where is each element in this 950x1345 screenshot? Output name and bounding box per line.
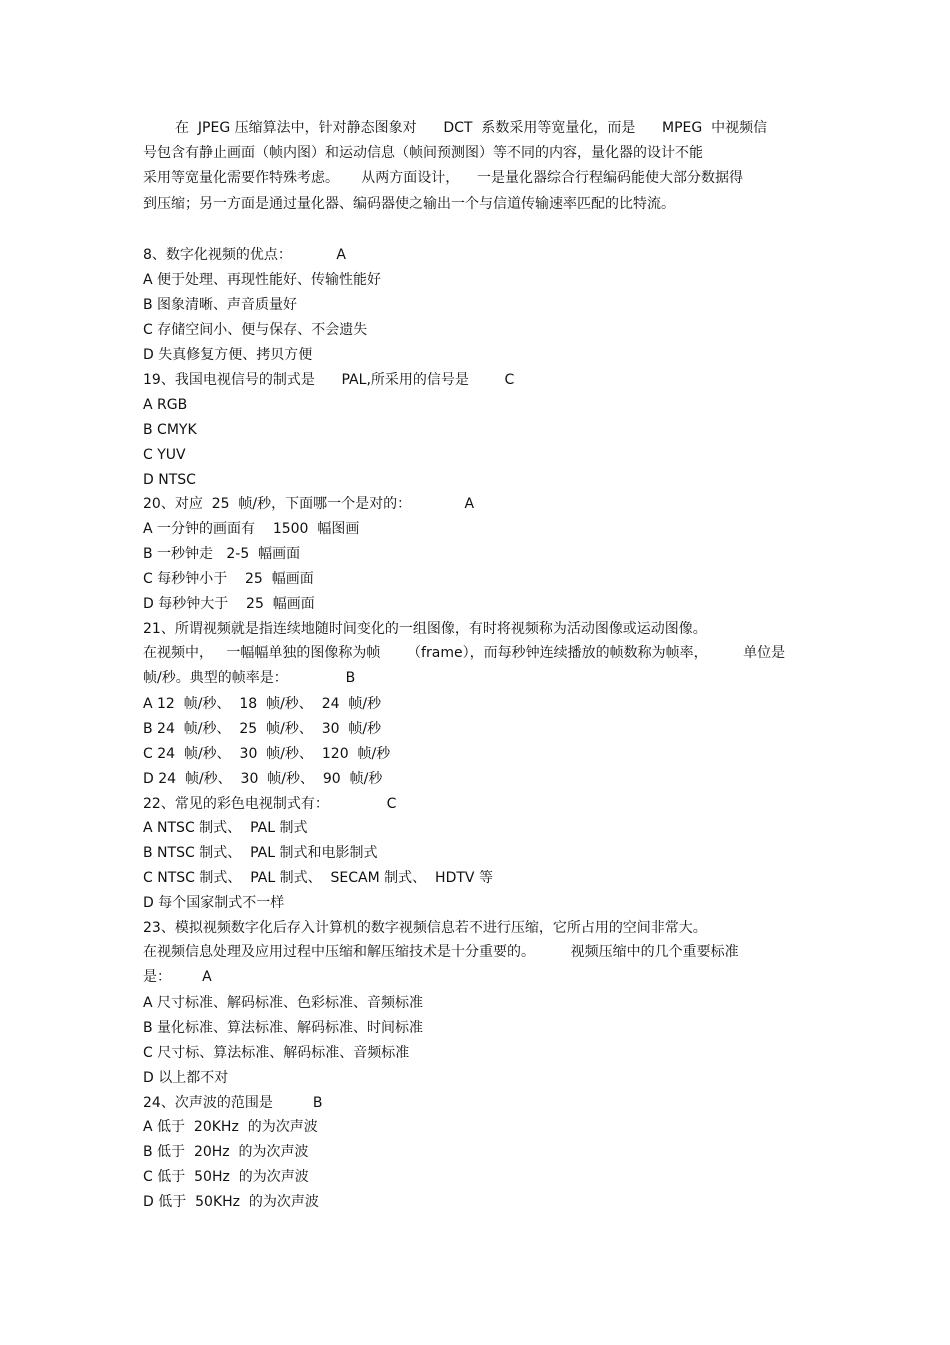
- question-21: 21、所谓视频就是指连续地随时间变化的一组图像，有时将视频称为活动图像或运动图像。: [143, 621, 707, 637]
- option-line: A NTSC 制式、 PAL 制式: [143, 820, 308, 836]
- option-line: B CMYK: [143, 422, 197, 438]
- option-line: D 以上都不对: [143, 1070, 229, 1086]
- option-line: A 尺寸标准、解码标准、色彩标准、音频标准: [143, 995, 424, 1011]
- option-line: B 低于 20Hz 的为次声波: [143, 1144, 309, 1160]
- option-line: C NTSC 制式、 PAL 制式、 SECAM 制式、 HDTV 等: [143, 870, 493, 886]
- option-line: B 量化标准、算法标准、解码标准、时间标准: [143, 1020, 424, 1036]
- option-line: A RGB: [143, 397, 188, 413]
- option-line: A 一分钟的画面有 1500 幅图画: [143, 521, 360, 537]
- option-line: C 24 帧/秒、 30 帧/秒、 120 帧/秒: [143, 746, 391, 762]
- option-line: D 每个国家制式不一样: [143, 895, 285, 911]
- option-line: C 低于 50Hz 的为次声波: [143, 1169, 309, 1185]
- question-23: 23、模拟视频数字化后存入计算机的数字视频信息若不进行压缩，它所占用的空间非常大。: [143, 920, 707, 936]
- option-line: D 24 帧/秒、 30 帧/秒、 90 帧/秒: [143, 771, 383, 787]
- question-20: 20、对应 25 帧/秒，下面哪一个是对的： A: [143, 496, 475, 512]
- option-line: B 图象清晰、声音质量好: [143, 297, 298, 313]
- option-line: C 尺寸标、算法标准、解码标准、音频标准: [143, 1045, 410, 1061]
- intro-line-3: 采用等宽量化需要作特殊考虑。 从两方面设计， 一是量化器综合行程编码能使大部分数据得: [143, 170, 744, 186]
- intro-line-2: 号包含有静止画面（帧内图）和运动信息（帧间预测图）等不同的内容，量化器的设计不能: [143, 145, 703, 161]
- question-23-cont: 在视频信息处理及应用过程中压缩和解压缩技术是十分重要的。 视频压缩中的几个重要标准: [143, 944, 739, 960]
- intro-line-1: 在 JPEG 压缩算法中，针对静态图象对 DCT 系数采用等宽量化，而是 MPEG 中视频信: [175, 120, 768, 136]
- question-19: 19、我国电视信号的制式是 PAL,所采用的信号是 C: [143, 372, 515, 388]
- option-line: D 低于 50KHz 的为次声波: [143, 1194, 319, 1210]
- question-22: 22、常见的彩色电视制式有： C: [143, 796, 397, 812]
- option-line: A 12 帧/秒、 18 帧/秒、 24 帧/秒: [143, 696, 382, 712]
- question-21-cont: 在视频中， 一幅幅单独的图像称为帧 （frame），而每秒钟连续播放的帧数称为帧率， 单位是: [143, 645, 786, 661]
- option-line: B 24 帧/秒、 25 帧/秒、 30 帧/秒: [143, 721, 382, 737]
- option-line: C 每秒钟小于 25 幅画面: [143, 571, 314, 587]
- question-8: 8、数字化视频的优点： A: [143, 247, 346, 263]
- option-line: B NTSC 制式、 PAL 制式和电影制式: [143, 845, 378, 861]
- option-line: D 失真修复方便、拷贝方便: [143, 347, 313, 363]
- option-line: B 一秒钟走 2-5 幅画面: [143, 546, 301, 562]
- question-24: 24、次声波的范围是 B: [143, 1095, 323, 1111]
- question-23-cont: 是： A: [143, 969, 212, 985]
- option-line: D NTSC: [143, 472, 196, 488]
- option-line: A 便于处理、再现性能好、传输性能好: [143, 272, 382, 288]
- option-line: C YUV: [143, 447, 186, 463]
- question-21-cont: 帧/秒。典型的帧率是： B: [143, 670, 356, 686]
- intro-line-4: 到压缩；另一方面是通过量化器、编码器使之输出一个与信道传输速率匹配的比特流。: [143, 196, 675, 212]
- option-line: D 每秒钟大于 25 幅画面: [143, 596, 315, 612]
- option-line: C 存储空间小、便与保存、不会遗失: [143, 322, 368, 338]
- option-line: A 低于 20KHz 的为次声波: [143, 1119, 318, 1135]
